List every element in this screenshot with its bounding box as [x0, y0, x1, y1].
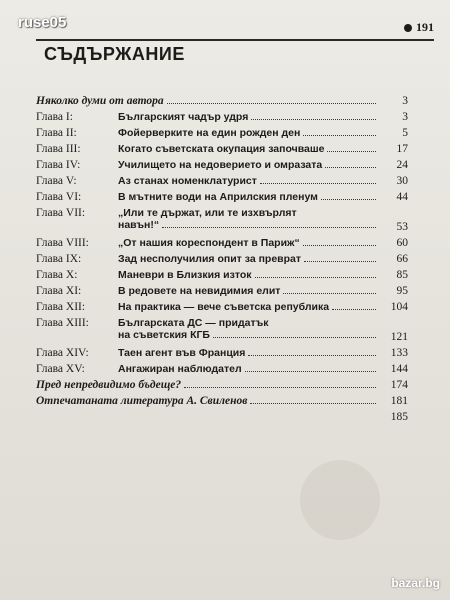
toc-entry-title: Пред непредвидимо бъдеще? [36, 379, 182, 391]
toc-entry [36, 127, 408, 143]
toc-entry-last [36, 411, 408, 427]
toc-entry-extra [36, 379, 408, 395]
toc-entry-page: 3 [402, 95, 408, 107]
chapter-page: 53 [396, 221, 408, 233]
leader-dots [283, 293, 376, 294]
chapter-page: 104 [390, 301, 408, 313]
leader-dots [248, 355, 376, 356]
toc-entry [36, 143, 408, 159]
toc-entry-page: 181 [390, 395, 408, 407]
chapter-page: 5 [402, 127, 408, 139]
chapter-label: Глава I: [36, 111, 73, 123]
chapter-title-line2: навън!“ [118, 219, 160, 231]
leader-dots [321, 199, 376, 200]
chapter-label: Глава II: [36, 127, 77, 139]
chapter-label: Глава VIII: [36, 237, 89, 249]
toc-entry [36, 207, 408, 237]
page-number-text: 191 [416, 20, 434, 34]
toc-entry [36, 285, 408, 301]
toc-entry [36, 301, 408, 317]
toc-entry [36, 317, 408, 347]
chapter-title-line2: на съветския КГБ [118, 329, 210, 341]
chapter-label: Глава XIV: [36, 347, 89, 359]
leader-dots [245, 371, 376, 372]
chapter-page: 17 [396, 143, 408, 155]
leader-dots [213, 337, 376, 338]
chapter-page: 44 [396, 191, 408, 203]
chapter-page: 144 [390, 363, 408, 375]
chapter-label: Глава X: [36, 269, 78, 281]
leader-dots [184, 387, 376, 388]
toc-entry [36, 269, 408, 285]
toc-entry-intro [36, 95, 408, 111]
chapter-page: 85 [396, 269, 408, 281]
chapter-title: В редовете на невидимия елит [118, 285, 281, 297]
chapter-title: Аз станах номенклатурист [118, 175, 257, 187]
toc-entry [36, 111, 408, 127]
chapter-label: Глава VI: [36, 191, 82, 203]
chapter-label: Глава XII: [36, 301, 86, 313]
bullet-icon [404, 24, 412, 32]
chapter-title-line1: Българската ДС — придатък [118, 317, 269, 329]
chapter-page: 60 [396, 237, 408, 249]
chapter-title: Зад несполучилия опит за преврат [118, 253, 302, 265]
toc-entry [36, 253, 408, 269]
toc-entry-page: 185 [390, 411, 408, 423]
header-rule [36, 39, 434, 41]
leader-dots [250, 403, 376, 404]
page-title: СЪДЪРЖАНИЕ [44, 44, 185, 64]
chapter-label: Глава IX: [36, 253, 82, 265]
chapter-label: Глава XIII: [36, 317, 89, 329]
toc-entry [36, 237, 408, 253]
chapter-page: 133 [390, 347, 408, 359]
toc-entry [36, 347, 408, 363]
leader-dots [325, 167, 376, 168]
toc-entry [36, 363, 408, 379]
chapter-page: 3 [402, 111, 408, 123]
leader-dots [332, 309, 376, 310]
leader-dots [327, 151, 376, 152]
chapter-title-line1: „Или те държат, или те изхвърлят [118, 207, 297, 219]
toc-entry-extra [36, 395, 408, 411]
chapter-page: 95 [396, 285, 408, 297]
chapter-page: 121 [390, 331, 408, 343]
page-number [404, 20, 434, 35]
chapter-title: „От нашия кореспондент в Париж“ [118, 237, 300, 249]
leader-dots [260, 183, 376, 184]
chapter-title: На практика — вече съветска република [118, 301, 330, 313]
chapter-page: 30 [396, 175, 408, 187]
chapter-title: Училището на недоверието и омразата [118, 159, 323, 171]
chapter-label: Глава VII: [36, 207, 86, 219]
toc-entry [36, 159, 408, 175]
toc-entry-page: 174 [390, 379, 408, 391]
leader-dots [303, 135, 376, 136]
chapter-title: Когато съветската окупация започваше [118, 143, 325, 155]
toc-entry-title: Отпечатаната литература А. Свиленов [36, 395, 248, 407]
chapter-title: Таен агент във Франция [118, 347, 246, 359]
page-shadow [300, 460, 380, 540]
leader-dots [304, 261, 376, 262]
chapter-label: Глава V: [36, 175, 77, 187]
chapter-title: Ангажиран наблюдател [118, 363, 242, 375]
chapter-page: 66 [396, 253, 408, 265]
table-of-contents [36, 95, 408, 427]
leader-dots [251, 119, 376, 120]
leader-dots [162, 227, 376, 228]
chapter-label: Глава III: [36, 143, 81, 155]
toc-entry-title: Няколко думи от автора [36, 95, 164, 107]
leader-dots [303, 245, 376, 246]
chapter-label: Глава XV: [36, 363, 85, 375]
site-logo: bazar.bg [391, 576, 440, 590]
chapter-label: Глава IV: [36, 159, 81, 171]
chapter-title: В мътните води на Априлския пленум [118, 191, 318, 203]
chapter-label: Глава XI: [36, 285, 82, 297]
seller-watermark: ruse05 [18, 14, 67, 31]
chapter-title: Фойерверките на един рожден ден [118, 127, 301, 139]
chapter-title: Маневри в Близкия изток [118, 269, 252, 281]
chapter-title: Българският чадър удря [118, 111, 249, 123]
leader-dots [255, 277, 376, 278]
chapter-page: 24 [396, 159, 408, 171]
leader-dots [167, 103, 376, 104]
toc-entry [36, 175, 408, 191]
toc-entry [36, 191, 408, 207]
